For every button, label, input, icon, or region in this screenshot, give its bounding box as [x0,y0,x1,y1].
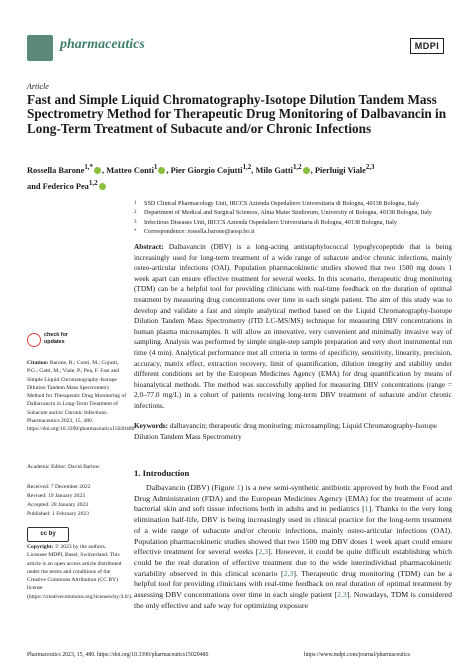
citation [27,359,135,434]
affiliation-mark: * [134,229,137,235]
author-affiliation-mark: 1,2 [292,163,302,171]
author-name[interactable]: and Federico Pea [27,181,89,191]
reference-link[interactable]: 2,3 [258,547,269,557]
reference-link[interactable]: 2,3 [337,590,347,600]
copyright-text: © 2023 by the authors. Licensee MDPI, Basel, Switzerland. This article is an open access article distributed under the terms and conditions of the Creative Commons Attribution (CC BY) license (https://creativecommons.org/licenses/by/4.0/). [27,544,133,600]
date-revised: Revised: 19 January 2023 [27,493,85,499]
intro-text: Dalbavancin (DBV) (Figure [146,483,235,492]
correspondence [134,227,454,236]
publisher-logo: MDPI [410,38,444,54]
author-affiliation-mark: 1,2 [242,163,252,171]
abstract-text: Dalbavancin (DBV) is a long-acting antistaphylococcal lypoglycopeptide that is being increasingly used for long-term treatment of a wide range of subacute and/or chronic infections, mainly osteo-articular infections (OAI). Population pharmacokinetic studies showed that two 1500 mg doses 1 week apart can ensure effective treatment for several weeks. In this scenario, therapeutic drug monitoring (TDM) can be a helpful tool for providing clinicians with real-time feedback on the duration of optimal treatment by measuring drug concentrations over time in each single patient. The aim of this study was to develop and validate a fast and simple analytical method based on the Liquid Chromatography-Isotope Dilution Tandem Mass Spectrometry (ITD LC-MS/MS) technique for measuring DBV concentrations in human plasma microsamples. It will allow an innovative, very convenient and minimally invasive way of sampling. Analysis was performed by simple single-step sample preparation and very short instrumental run time (4 min). Analytical performance met all criteria in terms of specificity, sensitivity, linearity, precision, accuracy, matrix effect, extraction recovery, limit of quantification, dilution integrity and stability under different conditions set by the European Medicines Agency (EMA) for drug quantification by means of bioanalytical methods. The method was successfully applied for measuring DBV concentrations (range = 2.0–77.0 mg/L) in a cohort of patients receiving long-term DBV treatment of subacute and/or chronic infections. [134,242,452,410]
orcid-icon[interactable] [94,167,101,174]
article-type: Article [27,82,49,91]
copyright-label: Copyright: [27,544,54,550]
intro-text: ]. However, it could be quite difficult establishing which could be the real duration of effective treatment due to the wide interindividual pharmacokinetic variability observed in this clinical scenario [ [134,547,453,578]
orcid-icon[interactable] [99,183,106,190]
abstract [134,242,452,412]
correspondence-text[interactable]: Correspondence: rossella.barone@aosp.bo.it [144,228,255,236]
intro-text: ) is a new semi-synthetic antibiotic approved by both the Food and Drug Administration (FDA) and the European Medicines Agency (EMA) for the treatment of acute bacterial skin and soft tissue infections both in adults and in pediatrics [ [134,483,453,514]
orcid-icon[interactable] [158,167,165,174]
keywords [134,421,452,442]
intro-paragraph [134,483,452,611]
figure-link[interactable]: 1 [236,483,241,492]
academic-editor: Academic Editor: David Barlow [27,464,100,470]
affiliation [134,208,454,217]
intro-text: ]. Nowadays, TDM is considered the only effective and safe way for optimizing exposure [134,590,452,610]
author-affiliation-mark: 2,3 [365,163,375,171]
affiliation [134,199,454,208]
reference-link[interactable]: 1 [364,504,369,514]
affiliation-text: Department of Medical and Surgical Sciences, Alma Mater Studiorum, University of Bologna, 40138 Bologna, Italy [144,209,432,217]
intro-text: ]. Therapeutic drug monitoring (TDM) can be a helpful tool for providing clinicians with real-time feedback on real duration of optimal treatment by assessing DBV concentrations over time in each single patient [ [134,568,452,600]
date-accepted: Accepted: 28 January 2023 [27,502,89,508]
copyright [27,543,133,601]
affiliation-mark: 3 [134,219,137,225]
updates-line: check for [44,332,68,338]
abstract-label: Abstract: [134,242,164,251]
author-affiliation-mark: 1,* [84,163,94,171]
affiliation-mark: 1 [134,201,137,206]
author-name[interactable]: , Milo Gatti [251,165,293,175]
date-received: Received: 7 December 2022 [27,484,91,490]
keywords-label: Keywords: [134,421,169,430]
author-name[interactable]: Rossella Barone [27,165,85,175]
footer-journal-url[interactable]: https://www.mdpi.com/journal/pharmaceutics [304,652,411,658]
keywords-text: dalbavancin; therapeutic drug monitoring; microsampling; Liquid Chromatography-Isotope Dilution Tandem Mass Spectrometry [134,421,437,441]
author-name[interactable]: , Matteo Conti [102,165,154,175]
cc-license-icon[interactable]: cc by [27,527,69,542]
updates-text [44,332,68,346]
author-affiliation-mark: 1,2 [88,178,98,187]
journal-name: pharmaceutics [60,37,145,52]
author-list [27,161,452,193]
section-heading: 1. Introduction [134,468,190,478]
publication-dates [27,483,127,519]
footer-citation[interactable]: Pharmaceutics 2023, 15, 480. https://doi.org/10.3390/pharmaceutics15020480 [27,652,209,658]
affiliation-text: Infectious Diseases Unit, IRCCS Azienda Ospedaliero Universitaria di Bologna, 40138 Bologna, Italy [144,218,397,226]
check-for-updates-badge[interactable] [27,332,85,350]
author-name[interactable]: , Pierluigi Viale [310,165,366,175]
author-affiliation-mark: 1 [153,163,158,171]
author-name[interactable]: , Pier Giorgio Cojutti [166,165,243,175]
updates-line: updates [44,339,65,345]
citation-text: Barone, R.; Conti, M.; Cojutti, P.G.; Gatti, M.; Viale, P.; Pea, F. Fast and Simple Liquid Chromatography-Isotope Dilution Tandem Mass Spectrometry Method for Therapeutic Drug Monitoring of Dalbavancin in Long-Term Treatment of Subacute and/or Chronic Infections. Pharmaceutics 2023, 15, 480. https://doi.org/10.3390/pharmaceutics15020480 [27,360,135,433]
reference-link[interactable]: 2,3 [283,568,294,578]
orcid-icon[interactable] [303,167,310,174]
citation-label: Citation: [27,360,49,366]
journal-logo-icon [27,35,53,61]
affiliations [134,199,454,237]
affiliation [134,218,454,227]
affiliation-mark: 2 [134,210,137,216]
intro-text: ]. Thanks to the very long elimination half-life, DBV is being increasingly used in clinical practice for the long-term treatment of a wide range of subacute and/or chronic infections, mainly osteo-articular infections (OAI). Population pharmacokinetic studies showed that two 1500 mg DBV doses 1 week apart could ensure effective treatment for several weeks [ [134,504,452,557]
affiliation-text: SSD Clinical Pharmacology Unit, IRCCS Azienda Ospedaliero Universitaria di Bologna, 40138 Bologna, Italy [144,200,419,207]
article-title: Fast and Simple Liquid Chromatography-Isotope Dilution Tandem Mass Spectrometry Method for Therapeutic Drug Monitoring of Dalbavancin in Long-Term Treatment of Subacute and/or Chronic Infections [27,92,447,136]
date-published: Published: 1 February 2023 [27,511,89,517]
updates-icon [27,333,41,347]
